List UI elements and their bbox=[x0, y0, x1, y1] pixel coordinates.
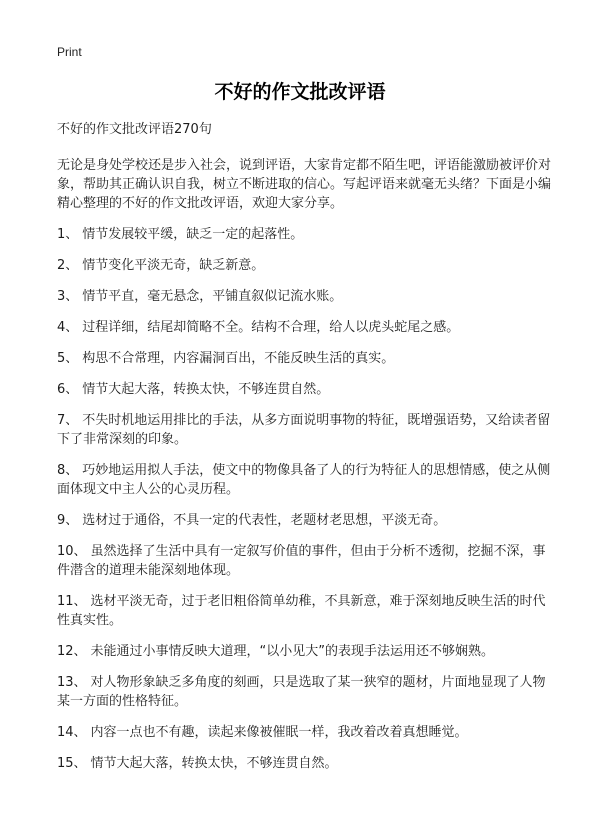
list-item-text: 对人物形象缺乏多角度的刻画，只是选取了某一狭窄的题材，片面地显现了人物某一方面的性格特征。 bbox=[57, 675, 546, 709]
list-item-number: 8、 bbox=[57, 463, 79, 478]
list-item bbox=[57, 754, 557, 773]
list-item bbox=[57, 542, 557, 580]
list-item-number: 11、 bbox=[57, 594, 87, 609]
print-link[interactable]: Print bbox=[57, 45, 82, 59]
list-item-number: 15、 bbox=[57, 756, 87, 771]
list-item bbox=[57, 673, 557, 711]
list-item-number: 6、 bbox=[57, 382, 79, 397]
list-item-text: 虽然选择了生活中具有一定叙写价值的事件，但由于分析不透彻，挖掘不深，事件潜含的道理未能深刻地体现。 bbox=[57, 544, 546, 578]
list-item bbox=[57, 461, 557, 499]
list-item-number: 12、 bbox=[57, 644, 87, 659]
list-item-number: 13、 bbox=[57, 675, 87, 690]
list-item bbox=[57, 592, 557, 630]
list-item bbox=[57, 411, 557, 449]
list-item-text: 不失时机地运用排比的手法，从多方面说明事物的特征，既增强语势，又给读者留下了非常深刻的印象。 bbox=[57, 413, 551, 447]
list-item-number: 5、 bbox=[57, 351, 79, 366]
list-item-text: 未能通过小事情反映大道理，“以小见大”的表现手法运用还不够娴熟。 bbox=[90, 644, 495, 659]
list-item-text: 内容一点也不有趣，读起来像被催眠一样，我改着改着真想睡觉。 bbox=[90, 725, 468, 740]
list-item bbox=[57, 723, 557, 742]
list-item-text: 情节大起大落，转换太快，不够连贯自然。 bbox=[82, 382, 330, 397]
list-item-text: 情节平直，毫无悬念，平铺直叙似记流水账。 bbox=[82, 289, 343, 304]
page-title: 不好的作文批改评语 bbox=[214, 81, 386, 103]
list-item bbox=[57, 225, 557, 244]
list-item bbox=[57, 511, 557, 530]
list-item bbox=[57, 349, 557, 368]
list-item bbox=[57, 256, 557, 275]
list-item-text: 选材平淡无奇，过于老旧粗俗简单幼稚，不具新意，难于深刻地反映生活的时代性真实性。 bbox=[57, 594, 546, 628]
list-item bbox=[57, 287, 557, 306]
intro-paragraph: 无论是身处学校还是步入社会，说到评语，大家肯定都不陌生吧，评语能激励被评价对象，帮助其正确认识自我，树立不断进取的信心。写起评语来就毫无头绪？下面是小编精心整理的不好的作文批改评语，欢迎大家分享。 bbox=[57, 158, 552, 211]
list-item-text: 构思不合常理，内容漏洞百出，不能反映生活的真实。 bbox=[82, 351, 395, 366]
list-item-number: 3、 bbox=[57, 289, 79, 304]
list-item-number: 2、 bbox=[57, 258, 79, 273]
list-item-text: 情节发展较平缓，缺乏一定的起落性。 bbox=[82, 227, 304, 242]
list-item-text: 情节变化平淡无奇，缺乏新意。 bbox=[82, 258, 265, 273]
list-item-text: 情节大起大落，转换太快，不够连贯自然。 bbox=[90, 756, 338, 771]
list-item-text: 过程详细，结尾却简略不全。结构不合理，给人以虎头蛇尾之感。 bbox=[82, 320, 460, 335]
list-item bbox=[57, 642, 557, 661]
list-item-number: 4、 bbox=[57, 320, 79, 335]
list-item-number: 10、 bbox=[57, 544, 87, 559]
list-item-number: 1、 bbox=[57, 227, 79, 242]
document-subtitle: 不好的作文批改评语270句 bbox=[57, 122, 212, 137]
list-item bbox=[57, 380, 557, 399]
list-item-number: 7、 bbox=[57, 413, 79, 428]
list-item-number: 14、 bbox=[57, 725, 87, 740]
list-item-text: 巧妙地运用拟人手法，使文中的物像具备了人的行为特征人的思想情感，使之从侧面体现文中主人公的心灵历程。 bbox=[57, 463, 551, 497]
document-body bbox=[57, 120, 557, 785]
list-item-text: 选材过于通俗，不具一定的代表性，老题材老思想，平淡无奇。 bbox=[82, 513, 447, 528]
list-item-number: 9、 bbox=[57, 513, 79, 528]
comment-list bbox=[57, 225, 557, 773]
list-item bbox=[57, 318, 557, 337]
